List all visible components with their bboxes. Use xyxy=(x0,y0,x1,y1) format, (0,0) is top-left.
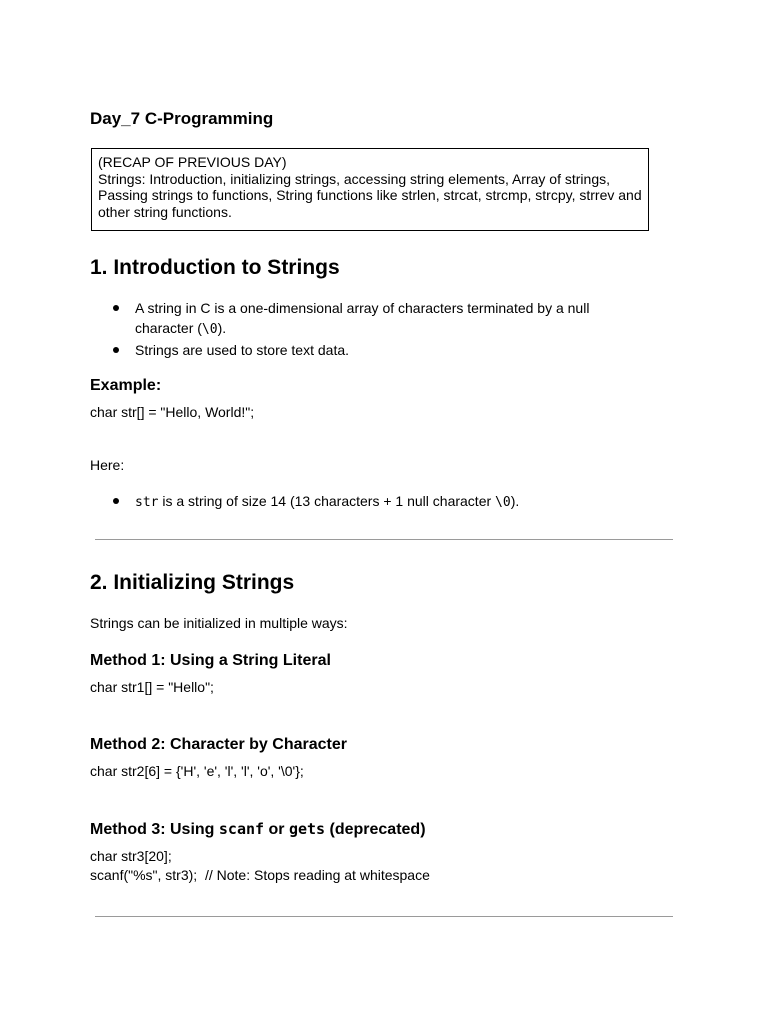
bullet-icon xyxy=(113,305,119,311)
list-item xyxy=(90,298,630,340)
inline-code: \0 xyxy=(495,495,511,510)
method-3-heading xyxy=(90,820,426,839)
example-code: char str[] = "Hello, World!"; xyxy=(90,404,255,420)
section-1-bullets xyxy=(90,298,630,360)
inline-code: \0 xyxy=(201,322,218,337)
horizontal-divider xyxy=(95,539,673,540)
bullet-text: A string in C is a one-dimensional array of characters terminated by a null character ( xyxy=(135,300,590,336)
list-item xyxy=(90,491,630,513)
inline-code: scanf xyxy=(218,820,265,838)
method-2-code: char str2[6] = {'H', 'e', 'l', 'l', 'o', '\0'}; xyxy=(90,763,304,779)
recap-text: Strings: Introduction, initializing strings, accessing string elements, Array of strings, Passing strings to functions, String functions like strlen, strcat, strcmp, strcpy, strrev and other string functions. xyxy=(98,170,642,220)
inline-code: gets xyxy=(288,820,326,838)
bullet-text: Strings are used to store text data. xyxy=(135,342,350,358)
method-1-code: char str1[] = "Hello"; xyxy=(90,679,214,695)
recap-box xyxy=(91,148,649,231)
inline-code: str xyxy=(135,495,159,510)
method-1-heading: Method 1: Using a String Literal xyxy=(90,652,331,669)
method-3-code-line-2: scanf("%s", str3); // Note: Stops reading at whitespace xyxy=(90,867,430,883)
bullet-suffix: ). xyxy=(217,320,227,336)
method-2-heading: Method 2: Character by Character xyxy=(90,736,347,753)
document-title: Day_7 C-Programming xyxy=(90,109,274,128)
horizontal-divider xyxy=(95,916,673,917)
section-2-heading: 2. Initializing Strings xyxy=(90,571,295,594)
here-bullets xyxy=(90,491,630,513)
heading-text: Method 3: Using xyxy=(90,821,219,838)
section-1-heading: 1. Introduction to Strings xyxy=(90,256,340,279)
bullet-icon xyxy=(113,347,119,353)
bullet-icon xyxy=(113,498,119,504)
bullet-text: is a string of size 14 (13 characters + 1 null character xyxy=(158,493,496,509)
here-label: Here: xyxy=(90,457,125,473)
example-heading: Example: xyxy=(90,377,162,394)
section-2-intro: Strings can be initialized in multiple ways: xyxy=(90,615,348,631)
method-3-code-line-1: char str3[20]; xyxy=(90,848,172,864)
recap-heading: (RECAP OF PREVIOUS DAY) xyxy=(98,154,287,170)
list-item xyxy=(90,340,630,360)
heading-text: (deprecated) xyxy=(325,821,426,838)
heading-text: or xyxy=(264,821,289,838)
bullet-suffix: ). xyxy=(510,493,520,509)
